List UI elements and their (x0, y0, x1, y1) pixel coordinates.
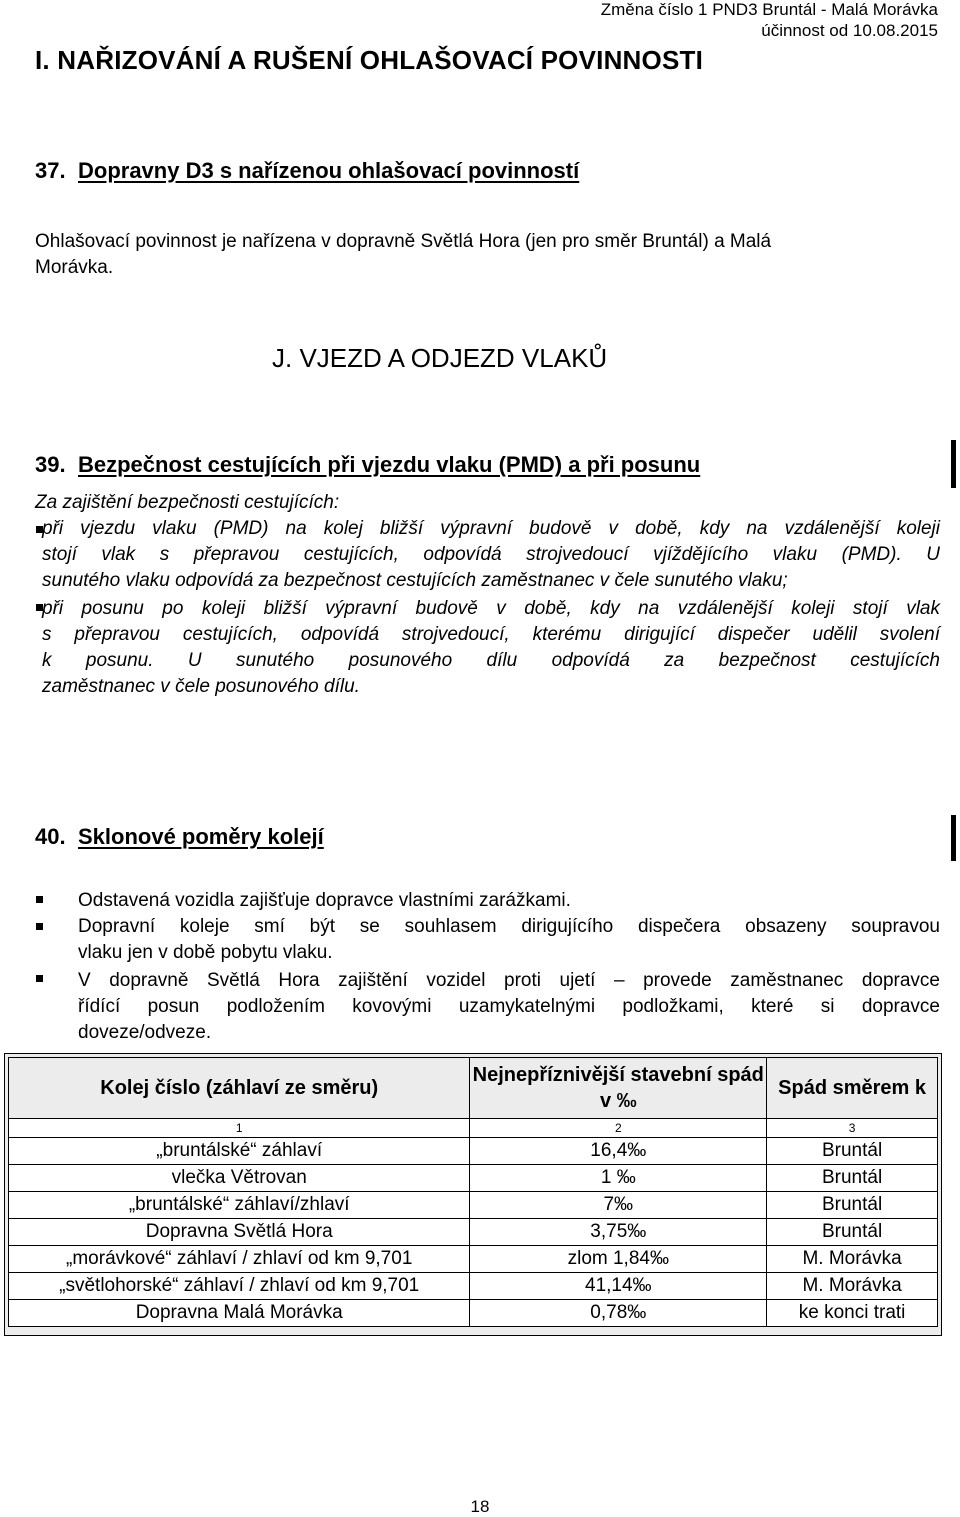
cell-track: „bruntálské“ záhlaví (9, 1138, 470, 1165)
section-40-number: 40. (35, 824, 66, 849)
table-number-row (9, 1119, 938, 1138)
col-number: 3 (767, 1119, 938, 1138)
section-40-bullet1: Odstavená vozidla zajišťuje dopravce vlastními zarážkami. (78, 890, 571, 911)
header-effective-date: účinnost od 10.08.2015 (761, 21, 938, 40)
cell-direction: M. Morávka (767, 1273, 938, 1300)
cell-slope: 16,4‰ (470, 1138, 767, 1165)
table-row (9, 1273, 938, 1300)
cell-slope: 3,75‰ (470, 1219, 767, 1246)
header-revision: Změna číslo 1 PND3 Bruntál - Malá Morávka (600, 0, 938, 19)
section-39-title: Bezpečnost cestujících při vjezdu vlaku (PMD) a při posunu (78, 452, 701, 477)
section-40-bullet2-line2: vlaku jen v době pobytu vlaku. (78, 942, 333, 963)
section-39-bullet1-line3: sunutého vlaku odpovídá za bezpečnost cestujících zaměstnanec v čele sunutého vlaku; (42, 570, 788, 591)
col-track-header: Kolej číslo (záhlaví ze směru) (9, 1058, 470, 1119)
section-39-bullet2-line4: zaměstnanec v čele posunového dílu. (42, 676, 360, 697)
cell-direction: Bruntál (767, 1219, 938, 1246)
section-40-bullet3-line2: řídící posun podložením kovovými uzamykatelnými podložkami, které si dopravce (78, 996, 940, 1017)
cell-track: „bruntálské“ záhlaví/zhlaví (9, 1192, 470, 1219)
slope-table (8, 1057, 938, 1327)
col-slope-header: Nejnepříznivější stavební spád v ‰ (470, 1058, 767, 1119)
cell-direction: Bruntál (767, 1165, 938, 1192)
section-37-number: 37. (35, 158, 66, 183)
section-40-bullet3-line1: V dopravně Světlá Hora zajištění vozidel proti ujetí – provede zaměstnanec dopravce (78, 970, 940, 991)
chapter-j-title: J. VJEZD A ODJEZD VLAKŮ (272, 343, 608, 373)
cell-track: „světlohorské“ záhlaví / zhlaví od km 9,701 (9, 1273, 470, 1300)
bullet-icon (36, 923, 43, 930)
page-number: 18 (470, 1497, 490, 1516)
cell-direction: Bruntál (767, 1138, 938, 1165)
cell-slope: 41,14‰ (470, 1273, 767, 1300)
cell-direction: Bruntál (767, 1192, 938, 1219)
cell-track: „morávkové“ záhlaví / zhlaví od km 9,701 (9, 1246, 470, 1273)
cell-direction: M. Morávka (767, 1246, 938, 1273)
cell-slope: 1 ‰ (470, 1165, 767, 1192)
chapter-i-title: I. NAŘIZOVÁNÍ A RUŠENÍ OHLAŠOVACÍ POVINNOSTI (35, 45, 703, 75)
cell-direction: ke konci trati (767, 1300, 938, 1327)
table-row (9, 1192, 938, 1219)
section-37-text-line1: Ohlašovací povinnost je nařízena v dopravně Světlá Hora (jen pro směr Bruntál) a Malá (35, 231, 772, 252)
cell-slope: zlom 1,84‰ (470, 1246, 767, 1273)
section-39-bullet1-line1: při vjezdu vlaku (PMD) na kolej bližší výpravní budově v době, kdy na vzdálenější koleji (42, 518, 940, 539)
section-37-title: Dopravny D3 s nařízenou ohlašovací povinností (78, 158, 580, 183)
section-40-bullet2-line1: Dopravní koleje smí být se souhlasem dirigujícího dispečera obsazeny soupravou (78, 916, 940, 937)
section-39-intro: Za zajištění bezpečnosti cestujících: (35, 492, 340, 513)
cell-track: Dopravna Malá Morávka (9, 1300, 470, 1327)
table-row (9, 1246, 938, 1273)
section-39-bullet2-line3: k posunu. U sunutého posunového dílu odpovídá za bezpečnost cestujících (42, 650, 940, 671)
col-number: 2 (470, 1119, 767, 1138)
section-39-bullet2-line1: při posunu po koleji bližší výpravní budově v době, kdy na vzdálenější koleji stojí vlak (42, 598, 940, 619)
change-bar (951, 815, 956, 861)
section-40-title: Sklonové poměry kolejí (78, 824, 324, 849)
cell-slope: 7‰ (470, 1192, 767, 1219)
cell-track: vlečka Větrovan (9, 1165, 470, 1192)
change-bar (951, 440, 956, 488)
col-number: 1 (9, 1119, 470, 1138)
bullet-icon (36, 896, 43, 903)
section-40-bullet3-line3: doveze/odveze. (78, 1022, 212, 1043)
bullet-icon (36, 975, 43, 982)
col-direction-header: Spád směrem k (767, 1058, 938, 1119)
section-39-bullet1-line2: stojí vlak s přepravou cestujících, odpovídá strojvedoucí vjíždějícího vlaku (PMD). U (42, 544, 940, 565)
section-39-number: 39. (35, 452, 66, 477)
section-37-text-line2: Morávka. (35, 257, 114, 278)
section-39-bullet2-line2: s přepravou cestujících, odpovídá strojvedoucí, kterému dirigující dispečer udělil svolení (42, 624, 940, 645)
table-row (9, 1219, 938, 1246)
table-row (9, 1165, 938, 1192)
table-row (9, 1138, 938, 1165)
table-header-row (9, 1058, 938, 1119)
cell-track: Dopravna Světlá Hora (9, 1219, 470, 1246)
cell-slope: 0,78‰ (470, 1300, 767, 1327)
table-row (9, 1300, 938, 1327)
